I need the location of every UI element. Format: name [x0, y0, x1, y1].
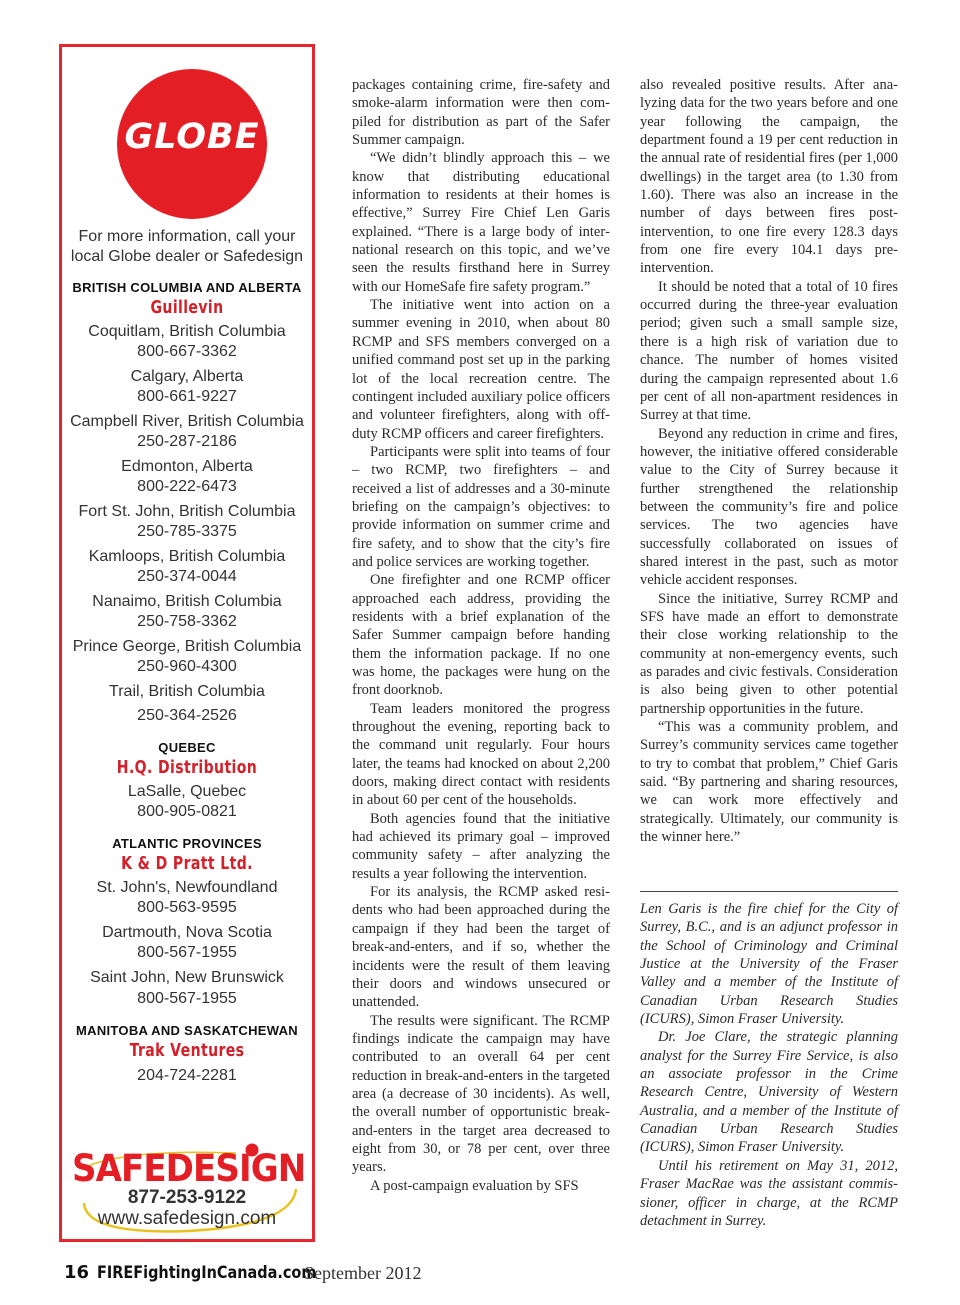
ad-location-city: St. John's, Newfoundland: [96, 879, 278, 896]
article-paragraph: Both agencies found that the initiative had achieved its primary goal – improved community safety – after analyzing the results a year following the intervention.: [352, 810, 610, 882]
ad-location-phone: 800-667-3362: [137, 343, 237, 360]
footer-site-name: FIREFightingInCanada.com: [97, 1263, 317, 1283]
article-column-middle: [352, 76, 610, 1195]
ad-region-heading: BRITISH COLUMBIA AND ALBERTA: [72, 280, 302, 295]
author-bio: Len Garis is the fire chief for the City of Surrey, B.C., and is an adjunct professor in the School of Criminology and Criminal Justice at the University of the Fraser Valley and a member of the Institute of Canadian Urban Research Studies (ICURS), Simon Fraser University.: [640, 901, 898, 1028]
article-paragraph: packages containing crime, fire-safety and smoke-alarm information were then compiled for distribution as part of the Safer Summer campaign.: [352, 77, 610, 149]
page-number: 16: [64, 1262, 90, 1283]
article-paragraph: Beyond any reduction in crime and fires, however, the initiative offered considerable value to the City of Surrey because it further strengthened the relationship between the community’s fire and police services. The two agencies have successfully collaborated on issues of shared interest in the past, such as motor vehicle accident responses.: [640, 425, 898, 589]
article-paragraph: The initiative went into action on a summer evening in 2010, when about 80 RCMP and SFS members converged on a unified command post set up in the parking lot of the local recreation centre. The contingent included auxiliary police officers and volunteer firefighters, along with off-duty RCMP officers and career firefighters.: [352, 297, 610, 442]
ad-location-phone: 800-661-9227: [137, 388, 237, 405]
ad-region-heading: MANITOBA AND SASKATCHEWAN: [76, 1023, 298, 1038]
ad-location-phone: 250-758-3362: [137, 613, 237, 630]
article-paragraph: For its analysis, the RCMP asked residents who had been approached during the campaign if they had been the target of break-and-enters, and if so, whether the incidents were the result of them leaving their doors and windows unsecured or unattended.: [352, 884, 610, 1011]
ad-dealer-name: H.Q. Distribution: [116, 757, 258, 778]
ad-intro-line: For more information, call your: [78, 228, 296, 245]
page-footer: [64, 1262, 422, 1283]
ad-dealer-name: Trak Ventures: [129, 1040, 245, 1061]
ad-location-city: Saint John, New Brunswick: [90, 969, 284, 986]
ad-location-city: Fort St. John, British Columbia: [78, 503, 296, 520]
ad-location-city: Campbell River, British Columbia: [70, 413, 304, 430]
bio-divider: [640, 891, 898, 892]
ad-intro: [62, 227, 312, 267]
ad-intro-line: local Globe dealer or Safedesign: [70, 248, 304, 265]
ad-location-city: Prince George, British Columbia: [72, 638, 302, 655]
article-paragraph: also revealed positive results. After analyzing data for the two years before and one year following the campaign, the department found a 19 per cent reduction in the annual rate of residential fires (per 1,000 dwellings) in the target area (to 1.30 from 1.60). There was also an increase in the number of days between fires post-intervention, to one fire every 128.3 days from one fire every 104.1 days pre-intervention.: [640, 77, 898, 277]
ad-location-phone: 250-374-0044: [137, 568, 237, 585]
globe-logo-text: GLOBE: [124, 117, 260, 157]
ad-location-city: Trail, British Columbia: [109, 683, 265, 700]
globe-advertisement: [59, 44, 315, 1242]
safedesign-logo-text: SAFEDESIGN: [72, 1147, 306, 1190]
author-bios: [640, 900, 898, 1230]
ad-location-city: Kamloops, British Columbia: [88, 548, 286, 565]
ad-location-city: LaSalle, Quebec: [127, 783, 247, 800]
article-paragraph: One firefighter and one RCMP officer approached each address, providing the residents with a brief explanation of the Safer Summer campaign before handing them the information package. If no one was home, the packages were hung on the front doorknob.: [352, 572, 610, 699]
article-paragraph: “This was a community problem, and Surrey’s community services came together to try to combat that problem,” Chief Garis said. “By partnering and sharing resources, we can work more effectively and strategically. Ultimately, our community is the winner here.”: [640, 719, 898, 846]
ad-location-phone: 250-287-2186: [137, 433, 237, 450]
globe-logo: [117, 69, 267, 219]
ad-location-city: Calgary, Alberta: [130, 368, 244, 385]
article-paragraph: “We didn’t blindly approach this – we know that distributing educational information to residents at their homes is effective,” Surrey Fire Chief Len Garis explained. “There is a large body of international research on this topic, and we’ve seen the results firsthand here in Surrey with our HomeSafe fire safety program.”: [352, 150, 610, 295]
ad-location-phone: 250-364-2526: [137, 707, 237, 724]
ad-location-phone: 204-724-2281: [137, 1067, 237, 1084]
ad-location-phone: 250-785-3375: [137, 523, 237, 540]
ad-location-phone: 800-563-9595: [137, 899, 237, 916]
ad-region-heading: ATLANTIC PROVINCES: [112, 836, 262, 851]
ad-location-phone: 800-567-1955: [137, 944, 237, 961]
article-paragraph: The results were significant. The RCMP findings indicate the campaign may have contributed to an overall 64 per cent reduction in break-and-enters in the targeted area (a decrease of 30 incidents). As well, the overall number of opportunistic break-and-enters in the target area decreased to eight from 30, or 78 per cent, over three years.: [352, 1012, 610, 1176]
ad-location-phone: 800-567-1955: [137, 990, 237, 1007]
ad-location-phone: 250-960-4300: [137, 658, 237, 675]
article-column-right: [640, 76, 898, 846]
safedesign-website: www.safedesign.com: [97, 1208, 277, 1229]
author-bio: Until his retirement on May 31, 2012, Fraser MacRae was the assistant commissioner, officer in charge, at the RCMP detachment in Surrey.: [640, 1157, 898, 1229]
issue-date: September 2012: [304, 1263, 422, 1283]
author-bio: Dr. Joe Clare, the strategic planning analyst for the Surrey Fire Service, is also an associate professor in the Crime Research Centre, University of Western Australia, and a member of the Institute of Canadian Urban Research Studies (ICURS), Simon Fraser University.: [640, 1029, 898, 1156]
ad-location-city: Dartmouth, Nova Scotia: [102, 924, 272, 941]
ad-dealer-name: Guillevin: [150, 297, 224, 318]
ad-dealer-name: K & D Pratt Ltd.: [121, 853, 253, 874]
ad-location-phone: 800-905-0821: [137, 803, 237, 820]
article-paragraph: Since the initiative, Surrey RCMP and SFS have made an effort to demonstrate their close working relationship to the community at non-emergency events, such as parades and civic festivals. Consideration is also being given to other potential partnership opportunities in the future.: [640, 590, 898, 717]
safedesign-phone: 877-253-9122: [127, 1187, 247, 1208]
ad-location-city: Nanaimo, British Columbia: [92, 593, 282, 610]
article-paragraph: Team leaders monitored the progress throughout the evening, reporting back to the command unit regularly. Four hours later, the teams had knocked on about 2,200 doors, making direct contact with residents in about 60 per cent of the households.: [352, 700, 610, 809]
ad-location-phone: 800-222-6473: [137, 478, 237, 495]
article-paragraph: It should be noted that a total of 10 fires occurred during the three-year evaluation period; given such a small sample size, there is a high risk of variation due to chance. The number of homes visited during the campaign represented about 1.6 per cent of all non-apartment residences in Surrey at that time.: [640, 278, 898, 424]
ad-location-city: Coquitlam, British Columbia: [88, 323, 286, 340]
ad-region-heading: QUEBEC: [158, 740, 216, 755]
article-paragraph: Participants were split into teams of four – two RCMP, two firefighters – and received a list of addresses and a 30-minute briefing on the campaign’s objectives: to provide information on summer crime and fire safety, and to show that the city’s fire and police services are working together.: [352, 443, 610, 570]
article-paragraph: A post-campaign evaluation by SFS: [370, 1177, 579, 1194]
ad-location-city: Edmonton, Alberta: [121, 458, 253, 475]
